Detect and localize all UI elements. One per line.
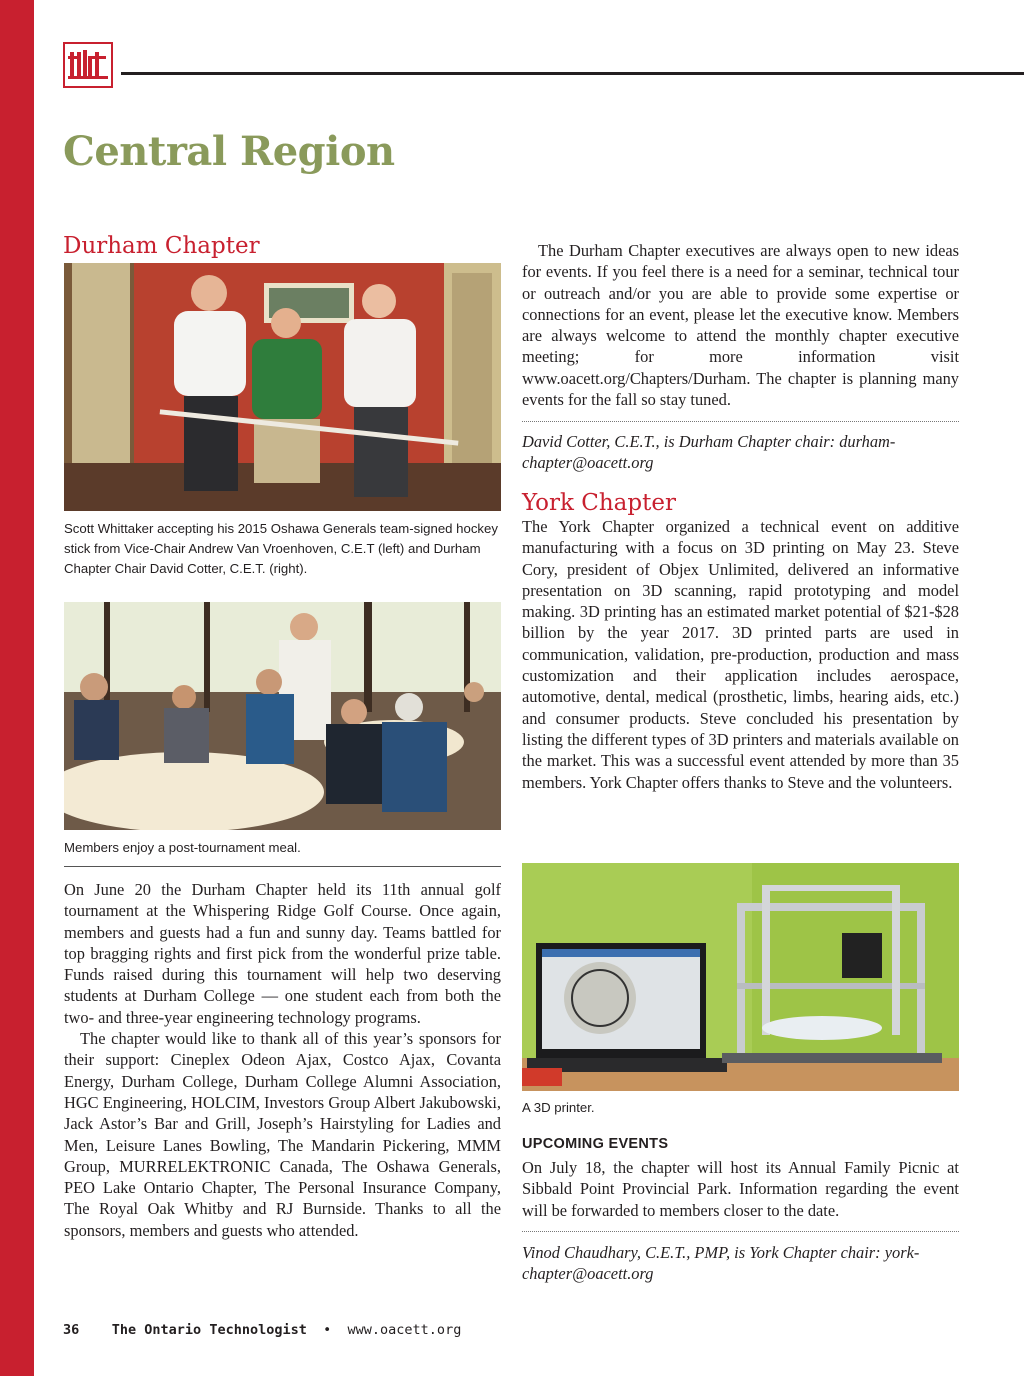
caption-divider	[64, 866, 501, 867]
footer-url[interactable]: www.oacett.org	[347, 1322, 462, 1338]
page-number: 36	[63, 1322, 80, 1338]
upcoming-events-text: On July 18, the chapter will host its Annual Family Picnic at Sibbald Point Provincial Park. Information regarding the event will be forwarded to members closer to the date.	[522, 1158, 959, 1220]
upcoming-events-body	[522, 1157, 959, 1221]
york-article-body	[522, 516, 959, 793]
durham-award-photo	[64, 263, 501, 511]
durham-paragraph-2: The chapter would like to thank all of this year’s sponsors for their support: Cineplex Odeon Ajax, Costco Ajax, Covanta Energy, Durham College, Durham College Alumni Association, HGC Engineering, HOLCIM, Investors Group Albert Jakubowski, Jack Astor’s Bar and Grill, Joseph’s Hairstyling for Ladies and Men, Leisure Lanes Bowling, The Mandarin Pickering, MMM Group, MURRELEKTRONIC Canada, The Oshawa Generals, PEO Lake Ontario Chapter, The Personal Insurance Company, The Royal Oak Whitby and RJ Burnside. Thanks to all the sponsors, members and guests who attended.	[64, 1029, 501, 1240]
durham-article-continued	[522, 240, 959, 410]
oacett-logo-icon	[63, 42, 113, 88]
publication-name: The Ontario Technologist	[111, 1322, 307, 1338]
york-paragraph-1: The York Chapter organized a technical event on additive manufacturing with a focus on 3D printing on May 23. Steve Cory, president of Objex Unlimited, delivered an informative presentation on 3D scanning, rapid prototyping and model making. 3D printing has an estimated market potential of $21-$28 billion by the year 2017. 3D printed parts are used in communication, validation, pre-production, production and mass customization and their application includes aerospace, automotive, dental, medical (prosthetic, limbs, hearing aids, etc.) and consumer products. Steve concluded his presentation by listing the different types of 3D printers and materials available on the market. This was a successful event attended by more than 35 members. York Chapter offers thanks to Steve and the volunteers.	[522, 517, 959, 792]
durham-article-body	[64, 879, 501, 1241]
durham-paragraph-1: On June 20 the Durham Chapter held its 11th annual golf tournament at the Whispering Ridge Golf Course. Once again, members and guests had a fun and sunny day. Teams battled for top bragging rights and first pick from the wonderful prize table. Funds raised during this tournament will help two deserving students at Durham College — one student each from both the two- and three-year engineering technology programs.	[64, 880, 501, 1027]
3d-printer-photo	[522, 863, 959, 1091]
footer-separator: •	[323, 1322, 332, 1338]
durham-author-note: David Cotter, C.E.T., is Durham Chapter chair: durham-chapter@oacett.org	[522, 432, 896, 473]
upcoming-events-heading: UPCOMING EVENTS	[522, 1136, 669, 1152]
page-title: Central Region	[63, 128, 395, 175]
durham-chapter-heading: Durham Chapter	[63, 233, 260, 259]
durham-paragraph-3: The Durham Chapter executives are always open to new ideas for events. If you feel there is a need for a seminar, technical tour or outreach and/or you are able to provide some expertise or connections for an event, please let the executive know. Members are always welcome to attend the monthly chapter executive meeting; for more information visit www.oacett.org/Chapters/Durham. The chapter is planning many events for the fall so stay tuned.	[522, 241, 959, 410]
durham-photo1-caption: Scott Whittaker accepting his 2015 Oshawa Generals team-signed hockey stick from Vice-Chair Andrew Van Vroenhoven, C.E.T (left) and Durham Chapter Chair David Cotter, C.E.T. (right).	[64, 521, 498, 576]
durham-photo2-caption: Members enjoy a post-tournament meal.	[64, 840, 301, 855]
header-rule	[121, 72, 1024, 75]
york-author-note: Vinod Chaudhary, C.E.T., PMP, is York Chapter chair: york-chapter@oacett.org	[522, 1243, 920, 1284]
york-author-divider	[522, 1231, 959, 1232]
tournament-meal-photo	[64, 602, 501, 830]
page-footer	[63, 1322, 461, 1338]
york-chapter-heading: York Chapter	[522, 490, 676, 516]
left-red-bar	[0, 0, 34, 1376]
durham-author-divider	[522, 421, 959, 422]
printer-photo-caption: A 3D printer.	[522, 1100, 595, 1115]
